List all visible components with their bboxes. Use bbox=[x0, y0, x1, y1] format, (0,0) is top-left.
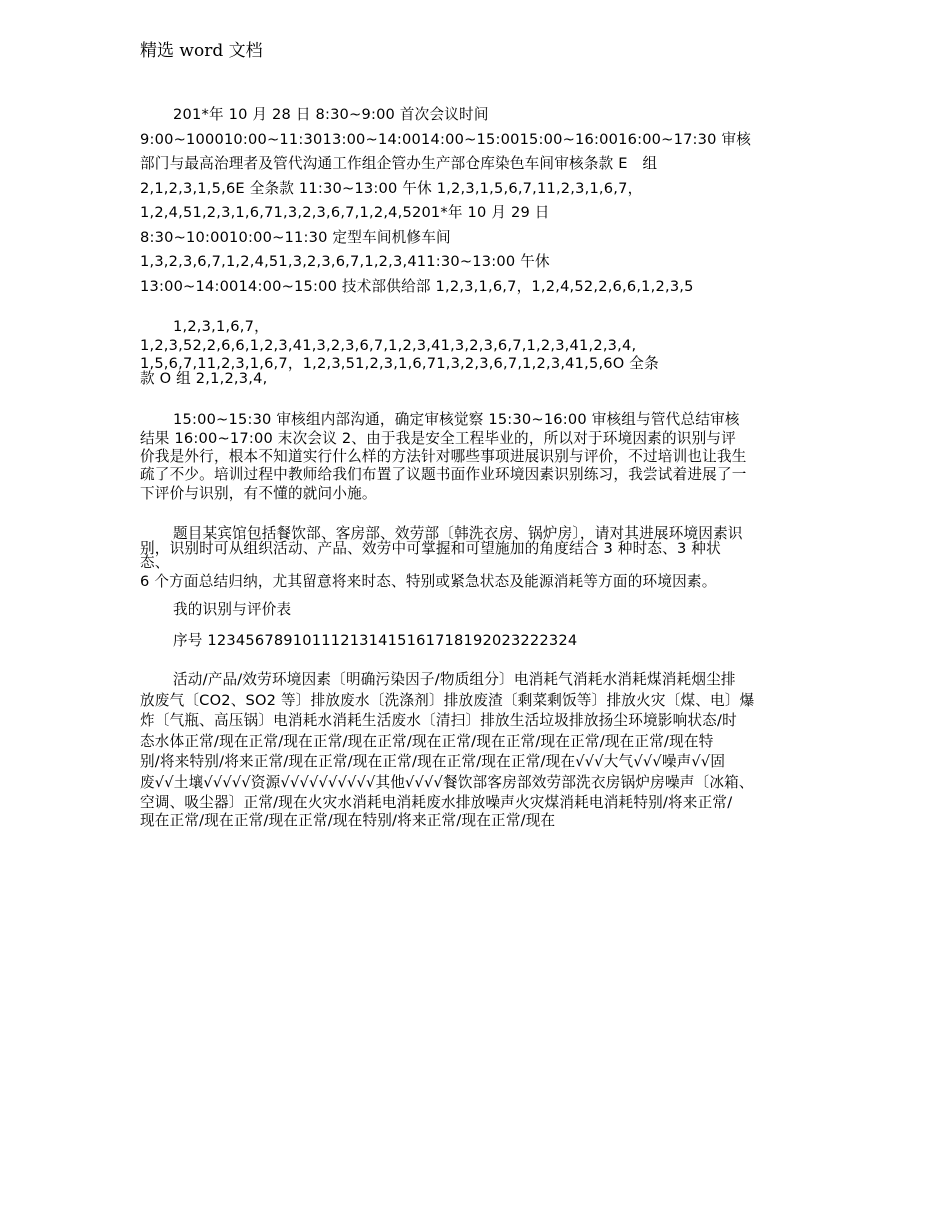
reflection-line: 价我是外行，根本不知道实行什么样的方法针对哪些事项进展识别与评价，不过培训也让我生 bbox=[140, 448, 747, 466]
reflection-line: 疏了不少。培训过程中教师给我们布置了议题书面作业环境因素识别练习，我尝试着进展了一 bbox=[140, 466, 747, 484]
exercise-continuation: 6 个方面总结归纳，尤其留意将来时态、特别或紧急状态及能源消耗等方面的环境因素。 bbox=[140, 573, 717, 591]
reflection-line: 下评价与识别，有不懂的就问小施。 bbox=[140, 484, 377, 502]
schedule-line: 13:00~14:0014:00~15:00 技术部供给部 1,2,3,1,6,7，1,2,4,52,2,6,6,1,2,3,5 bbox=[140, 277, 694, 295]
table-line: 活动/产品/效劳环境因素〔明确污染因子/物质组分〕电消耗气消耗水消耗煤消耗烟尘排 bbox=[173, 671, 736, 689]
reflection-line: 结果 16:00~17:00 末次会议 2、由于我是安全工程毕业的，所以对于环境因素的识别与评 bbox=[140, 429, 736, 447]
audit-schedule bbox=[140, 103, 812, 299]
table-line: 放废气〔CO2、SO2 等〕排放废水〔洗涤剂〕排放废渣〔剩菜剩饭等〕排放火灾〔煤、电〕爆 bbox=[140, 691, 755, 709]
table-line: 废√√土壤√√√√√资源√√√√√√√√√√其他√√√√餐饮部客房部效劳部洗衣房锅炉房噪声〔冰箱、 bbox=[140, 773, 754, 791]
schedule-line: 201*年 10 月 28 日 8:30~9:00 首次会议时间 bbox=[173, 106, 489, 123]
schedule-line: 1,3,2,3,6,7,1,2,4,51,3,2,3,6,7,1,2,3,411:30~13:00 午休 bbox=[140, 253, 550, 270]
exercise-line: 态、 bbox=[140, 554, 170, 572]
schedule-line: 9:00~100010:00~11:3013:00~14:0014:00~15:0015:00~16:0016:00~17:30 审核 bbox=[140, 130, 752, 148]
serial-number-row: 序号 123456789101112131415161718192023222324 bbox=[173, 632, 578, 650]
identification-table-content bbox=[140, 671, 812, 830]
exercise-paragraph bbox=[140, 525, 812, 572]
table-line: 别/将来特别/将来正常/现在正常/现在正常/现在正常/现在正常/现在√√√大气√√√噪声√√固 bbox=[140, 753, 726, 771]
exercise-line: 题目某宾馆包括餐饮部、客房部、效劳部〔韩洗衣房、锅炉房〕，请对其进展环境因素识 bbox=[173, 525, 743, 543]
clause-paragraph bbox=[140, 337, 812, 388]
clause-line: 1,2,3,52,2,6,6,1,2,3,41,3,2,3,6,7,1,2,3,41,3,2,3,6,7,1,2,3,41,2,3,4, bbox=[140, 337, 637, 354]
reflection-paragraph bbox=[140, 411, 812, 503]
document-header: 精选 word 文档 bbox=[140, 41, 263, 61]
schedule-line: 1,2,4,51,2,3,1,6,71,3,2,3,6,7,1,2,4,5201*年 10 月 29 日 bbox=[140, 204, 550, 221]
table-title: 我的识别与评价表 bbox=[173, 601, 292, 619]
exercise-line: 别，识别时可从组织活动、产品、效劳中可掌握和可望施加的角度结合 3 种时态、3 种状 bbox=[140, 539, 721, 557]
clause-line: 款 O 组 2,1,2,3,4, bbox=[140, 369, 268, 387]
schedule-line: 部门与最高治理者及管代沟通工作组企管办生产部仓库染色车间审核条款 E 组 bbox=[140, 155, 658, 172]
clause-block bbox=[140, 317, 812, 388]
clause-line: 1,2,3,1,6,7， bbox=[173, 318, 269, 335]
reflection-line: 15:00~15:30 审核组内部沟通，确定审核觉察 15:30~16:00 审核组与管代总结审核 bbox=[173, 411, 740, 429]
table-line: 态水体正常/现在正常/现在正常/现在正常/现在正常/现在正常/现在正常/现在正常/现在特 bbox=[140, 732, 714, 750]
document-body bbox=[140, 103, 812, 831]
clause-line: 1,5,6,7,11,2,3,1,6,7，1,2,3,51,2,3,1,6,71,3,2,3,6,7,1,2,3,41,5,6O 全条 bbox=[140, 355, 659, 373]
schedule-line: 8:30~10:0010:00~11:30 定型车间机修车间 bbox=[140, 228, 451, 246]
table-line: 空调、吸尘器〕正常/现在火灾水消耗电消耗废水排放噪声火灾煤消耗电消耗特别/将来正常/ bbox=[140, 793, 733, 811]
table-line: 炸〔气瓶、高压锅〕电消耗水消耗生活废水〔清扫〕排放生活垃圾排放扬尘环境影响状态/时 bbox=[140, 712, 737, 730]
table-line: 现在正常/现在正常/现在正常/现在特别/将来正常/现在正常/现在 bbox=[140, 812, 556, 830]
schedule-line: 2,1,2,3,1,5,6E 全条款 11:30~13:00 午休 1,2,3,1,5,6,7,11,2,3,1,6,7， bbox=[140, 179, 643, 197]
